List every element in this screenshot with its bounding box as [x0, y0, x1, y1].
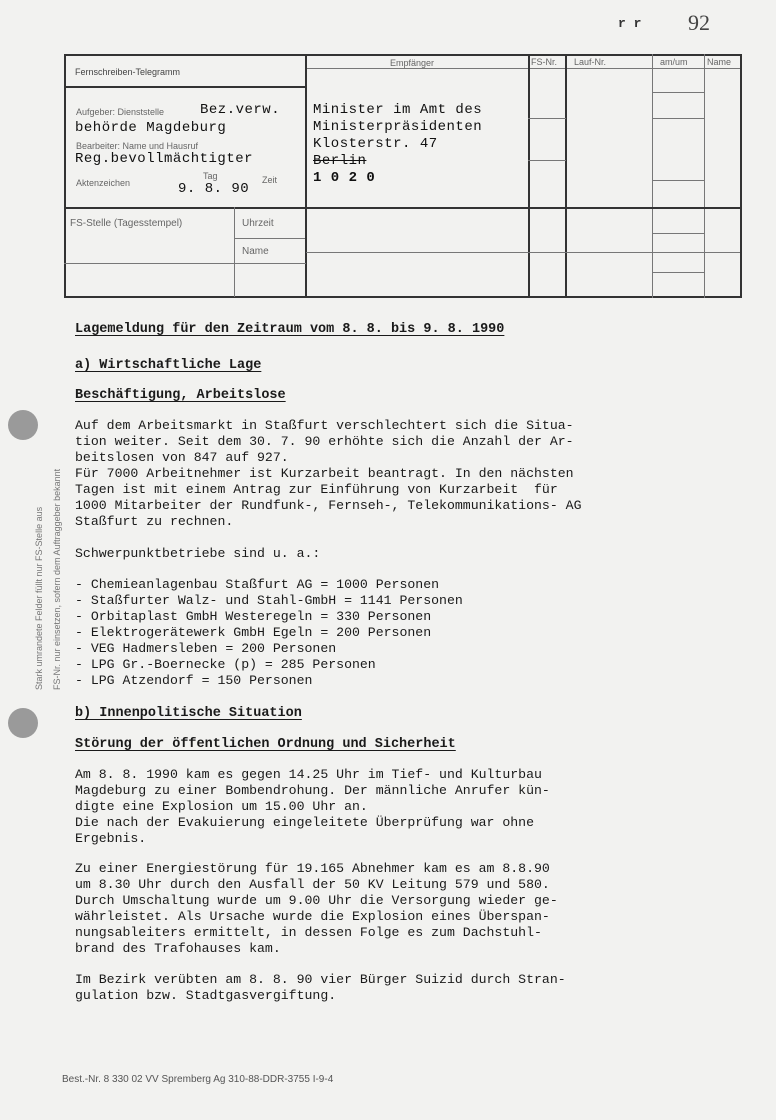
recipient-line: Minister im Amt des [313, 102, 483, 118]
subsection-public-order: Störung der öffentlichen Ordnung und Sicherheit [75, 737, 456, 752]
list-item: - LPG Atzendorf = 150 Personen [75, 673, 313, 688]
punch-hole [8, 410, 38, 440]
paragraph-bomb-threat: Am 8. 8. 1990 kam es gegen 14.25 Uhr im Tief- und Kulturbau Magdeburg zu einer Bombendrohung. Der männliche Anrufer kün- digte eine Explosion um 15.00 Uhr an. Die nach der Evakuierung eingeleitete Überprüfung war ohne Ergebnis. [75, 767, 550, 846]
bearbeiter-value: Reg.bevollmächtigter [75, 151, 254, 167]
paragraph-power-outage: Zu einer Energiestörung für 19.165 Abnehmer kam es am 8.8.90 um 8.30 Uhr durch den Ausfall der 50 KV Leitung 579 und 580. Durch Umschaltung wurde um 9.00 Uhr die Versorgung wieder ge- währleistet. Als Ursache wurde die Explosion eines Überspan- nungsableiters ermittelt, in dessen Folge es zum Dachstuhl- brand des Trafohauses kam. [75, 861, 558, 956]
list-item: - Elektrogerätewerk GmbH Egeln = 200 Personen [75, 625, 432, 640]
section-b-heading: b) Innenpolitische Situation [75, 706, 302, 721]
paragraph-employment: Auf dem Arbeitsmarkt in Staßfurt verschlechtert sich die Situa- tion weiter. Seit dem 30. 7. 90 erhöhte sich die Anzahl der Ar- beitslosen von 847 auf 927. Für 7000 Arbeitnehmer ist Kurzarbeit beantragt. In den nächsten Tagen ist mit einem Antrag zur Einführung von Kurzarbeit für 1000 Mitarbeiter der Rundfunk-, Fernseh-, Telekommunikations- AG Staßfurt zu rechnen. [75, 418, 582, 529]
aufgeber-label: Aufgeber: Dienststelle [76, 107, 165, 117]
form-header-title: Fernschreiben-Telegramm [75, 67, 181, 77]
key-companies-list [75, 577, 463, 689]
recipient-line: Berlin [313, 153, 367, 169]
list-item: - Chemieanlagenbau Staßfurt AG = 1000 Personen [75, 577, 440, 592]
report-title: Lagemeldung für den Zeitraum vom 8. 8. bis 9. 8. 1990 [75, 322, 505, 337]
punch-hole [8, 708, 38, 738]
aktenzeichen-label: Aktenzeichen [76, 178, 131, 188]
fs-stelle-label: FS-Stelle (Tagesstempel) [70, 218, 183, 229]
list-item: - Staßfurter Walz- und Stahl-GmbH = 1141 Personen [75, 593, 463, 608]
recipient-line: Klosterstr. 47 [313, 136, 438, 152]
recipient-line: Ministerpräsidenten [313, 119, 483, 135]
name-label: Name [242, 246, 269, 257]
page-mark-prefix: r r [618, 16, 642, 31]
side-note-2: FS-Nr. nur einsetzen, sofern dem Auftraggeber bekannt [52, 468, 62, 690]
uhrzeit-label: Uhrzeit [242, 218, 274, 229]
col-am-um: am/um [660, 57, 688, 67]
zeit-label: Zeit [262, 175, 278, 185]
col-lauf-nr: Lauf-Nr. [574, 57, 607, 67]
paragraph-key-companies-intro: Schwerpunktbetriebe sind u. a.: [75, 546, 321, 561]
section-a-heading: a) Wirtschaftliche Lage [75, 358, 262, 373]
col-name: Name [707, 57, 732, 67]
col-empfaenger: Empfänger [390, 58, 435, 68]
paragraph-suicides: Im Bezirk verübten am 8. 8. 90 vier Bürger Suizid durch Stran- gulation bzw. Stadtgasvergiftung. [75, 972, 566, 1003]
aufgeber-value-2: behörde Magdeburg [75, 120, 227, 136]
aufgeber-value-1: Bez.verw. [200, 102, 281, 118]
col-fs-nr: FS-Nr. [531, 57, 557, 67]
recipient-line: 1 0 2 0 [313, 170, 376, 186]
bearbeiter-label: Bearbeiter: Name und Hausruf [76, 141, 199, 151]
tag-label: Tag [203, 171, 218, 181]
list-item: - LPG Gr.-Boernecke (p) = 285 Personen [75, 657, 376, 672]
footer-order-number: Best.-Nr. 8 330 02 VV Spremberg Ag 310-88-DDR-3755 I-9-4 [62, 1074, 334, 1085]
date-value: 9. 8. 90 [178, 181, 250, 197]
list-item: - Orbitaplast GmbH Westeregeln = 330 Personen [75, 609, 432, 624]
side-note-1: Stark umrandete Felder füllt nur FS-Stelle aus [34, 506, 44, 690]
recipient-block [313, 102, 482, 187]
subsection-employment: Beschäftigung, Arbeitslose [75, 388, 286, 403]
page-number: 92 [688, 10, 710, 35]
list-item: - VEG Hadmersleben = 200 Personen [75, 641, 337, 656]
